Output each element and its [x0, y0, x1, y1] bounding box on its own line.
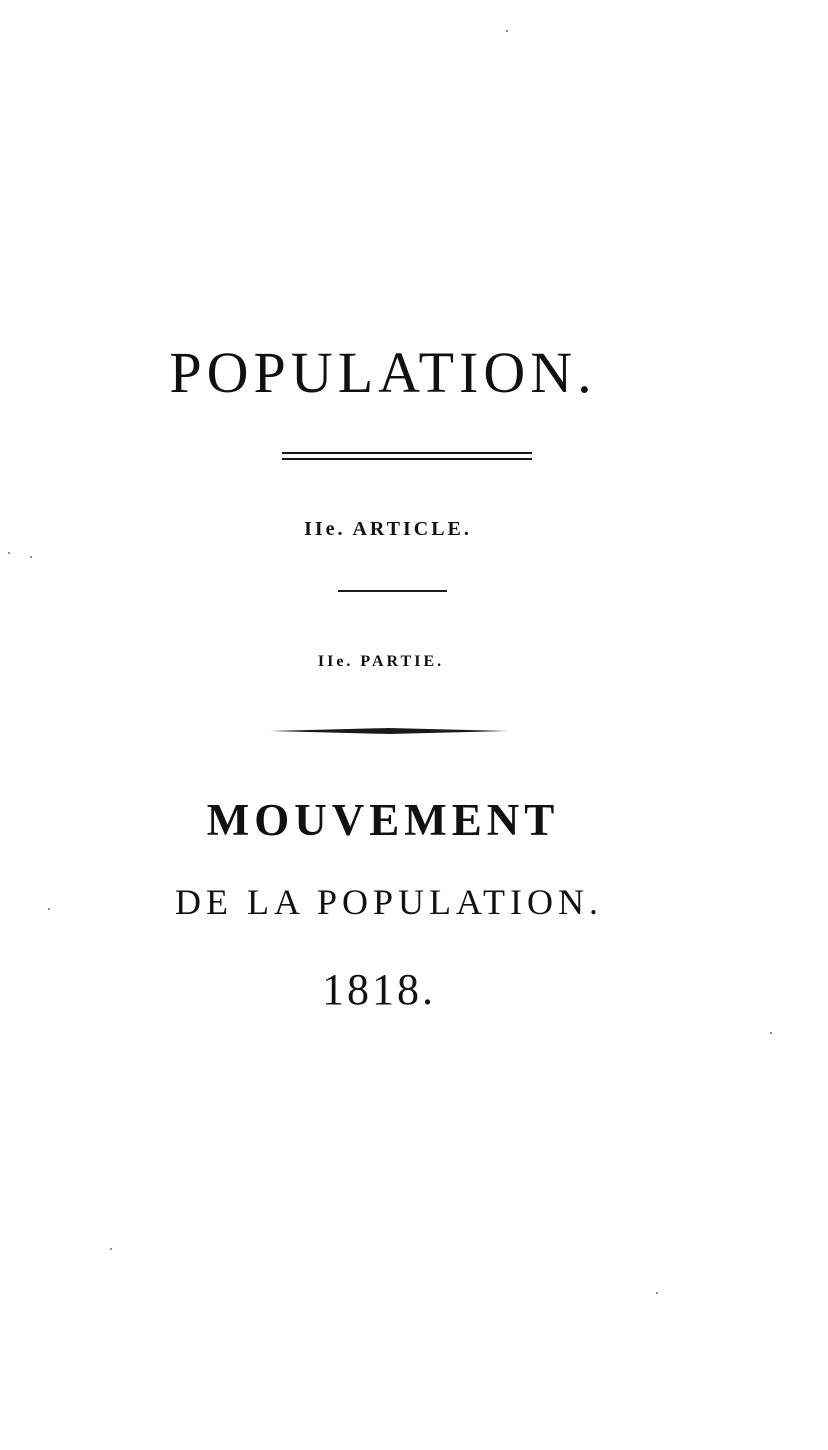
paper-speck	[110, 1248, 112, 1250]
paper-speck	[770, 1032, 772, 1034]
short-rule	[338, 590, 447, 592]
paper-speck	[30, 556, 32, 558]
page-title: POPULATION.	[169, 340, 597, 405]
paper-speck	[506, 30, 508, 32]
publication-year: 1818.	[322, 965, 436, 1014]
section-subheading: DE LA POPULATION.	[174, 882, 603, 922]
paper-speck	[656, 1292, 658, 1294]
paper-speck	[48, 908, 50, 910]
article-label: IIe. ARTICLE.	[304, 518, 472, 540]
paper-speck	[8, 552, 10, 554]
double-rule-top	[282, 452, 532, 454]
section-heading: MOUVEMENT	[206, 795, 560, 845]
double-rule-bottom	[282, 458, 532, 460]
partie-label: IIe. PARTIE.	[317, 653, 445, 670]
tapered-rule	[270, 728, 508, 734]
